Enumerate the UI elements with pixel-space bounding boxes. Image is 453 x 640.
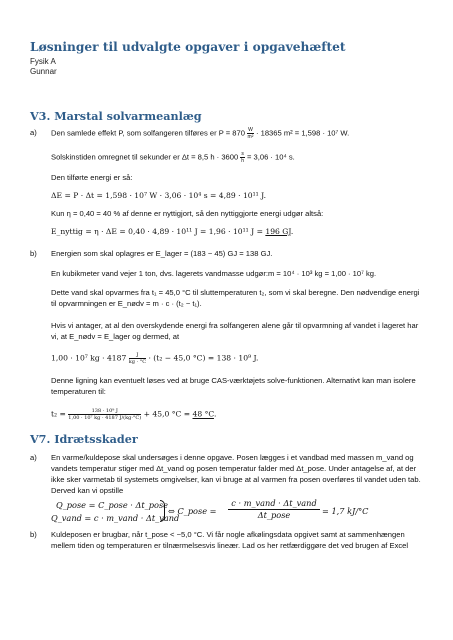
- section-heading-v3: V3. Marstal solvarmeanlæg: [30, 109, 202, 123]
- v3-eq-fraction: $\frac{J}{kg \cdot ^\circ C}$: [128, 352, 147, 365]
- v7-b-marker: b): [30, 530, 37, 539]
- section-heading-v7: V7. Idrætsskader: [30, 432, 138, 446]
- v7-fraction-denominator: Δt_pose: [257, 510, 291, 520]
- v3-useful-result: 196 GJ: [265, 227, 291, 236]
- v7-b-paragraph: Kuldeposen er brugbar, når t_pose < −5,0 °C. Vi får nogle afkølingsdata opgivet samt at sammenhængen mellem tiden og temperaturen er tilnærmelsesvis lineær. Lad os her retfærdiggøre det ved brugen af Excel: [51, 530, 409, 550]
- v3-mass-line: En kubikmeter vand vejer 1 ton, dvs. lagerets vandmasse udgør:m = 10⁴ · 10³ kg = 1,00 · 10⁷ kg.: [51, 269, 377, 278]
- v3-energy-equation: ΔE = P · Δt = 1,598 · 10⁷ W · 3,06 · 10⁴ s = 4,89 · 10¹¹ J.: [51, 191, 266, 200]
- v7-implies: ⇔ C_pose =: [168, 506, 217, 516]
- v3-b-line: Energien som skal oplagres er E_lager = (183 − 45) GJ = 138 GJ.: [51, 249, 273, 258]
- v7-q-vand-equation: Q_vand = c · m_vand · Δt_vand: [51, 513, 180, 523]
- v3-a-marker: a): [30, 128, 37, 137]
- v7-q-pose-equation: Q_pose = C_pose · Δt_pose: [56, 500, 168, 510]
- v3-sun-line: Solskinstiden omregnet til sekunder er Δt = 8,5 h · 3600 $\frac{s}{h}$ = 3,06 · 10⁴ s.: [51, 151, 295, 164]
- v3-heat-paragraph-2: Hvis vi antager, at al den overskydende energi fra solfangeren alene går til opvarmning af vandet i lageret har vi, at E_nødv = E_lager og dermed, at: [51, 321, 419, 341]
- v3-sun-fraction: $\frac{s}{h}$: [241, 151, 244, 164]
- v7-a-paragraph: En varme/kuldepose skal undersøges i denne opgave. Posen lægges i et vandbad med massen m_vand og vandets temperatur stiger med Δt_vand og posen temperatur falder med Δt_pose. Under antagelse af, at der ikke sker varmetab til systemets omgivelser, kan vi bruge at al varmen fra posen overføres til vandet uden tab. Derved kan vi opstille: [51, 453, 421, 495]
- v7-a-marker: a): [30, 453, 37, 462]
- v3-a-line1-text: Den samlede effekt P, som solfangeren tilføres er P = 870: [51, 128, 245, 138]
- v3-equation-line: 1,00 · 10⁷ kg · 4187 $\frac{J}{kg \cdot ^\circ C}$ · (t₂ − 45,0 °C) = 138 · 10⁹ J.: [51, 352, 259, 365]
- v7-result: = 1,7 kJ/°C: [322, 506, 369, 516]
- v3-heat-paragraph-1: Dette vand skal opvarmes fra t₁ = 45,0 °C til sluttemperaturen t₂, som vi skal beregne. Den nødvendige energi til opvarmningen er E_nødv = m · c · (t₂ − t₁).: [51, 288, 420, 308]
- v3-a-line1: [51, 127, 349, 140]
- v3-t2-equation: t₂ = $\frac{\text{138 · 10⁹ J}}{\text{1,00 · 10⁷ kg · 4187 J/(kg·°C)}}$ + 45,0 °C = 48 °C.: [51, 408, 217, 421]
- document-author: Gunnar: [30, 67, 57, 76]
- v3-solve-paragraph: Denne ligning kan eventuelt løses ved at bruge CAS-værktøjets solve-funktionen. Alternativt kan man isolere temperaturen til:: [51, 376, 416, 396]
- document-subject: Fysik A: [30, 57, 56, 66]
- document-title: Løsninger til udvalgte opgaver i opgavehæftet: [30, 40, 346, 54]
- v3-energy-intro: Den tilførte energi er så:: [51, 173, 133, 182]
- v3-t2-fraction: $\frac{\text{138 · 10⁹ J}}{\text{1,00 · 10⁷ kg · 4187 J/(kg·°C)}}$: [68, 408, 142, 421]
- v3-a-line1-rest: · 18365 m² = 1,598 · 10⁷ W.: [255, 128, 350, 138]
- v3-eta-line: Kun η = 0,40 = 40 % af denne er nyttigjort, så den nyttiggjorte energi udgør altså:: [51, 209, 324, 218]
- v3-a-unit-fraction: $\frac{W}{\text{m²}}$: [247, 127, 254, 140]
- v7-fraction-numerator: c · m_vand · Δt_vand: [228, 498, 320, 510]
- v3-b-marker: b): [30, 249, 37, 258]
- v7-fraction: [228, 498, 320, 520]
- v7-system-brace: [160, 500, 165, 522]
- v3-t2-result: 48 °C: [192, 409, 214, 419]
- v3-useful-equation: E_nyttig = η · ΔE = 0,40 · 4,89 · 10¹¹ J = 1,96 · 10¹¹ J = 196 GJ.: [51, 227, 294, 236]
